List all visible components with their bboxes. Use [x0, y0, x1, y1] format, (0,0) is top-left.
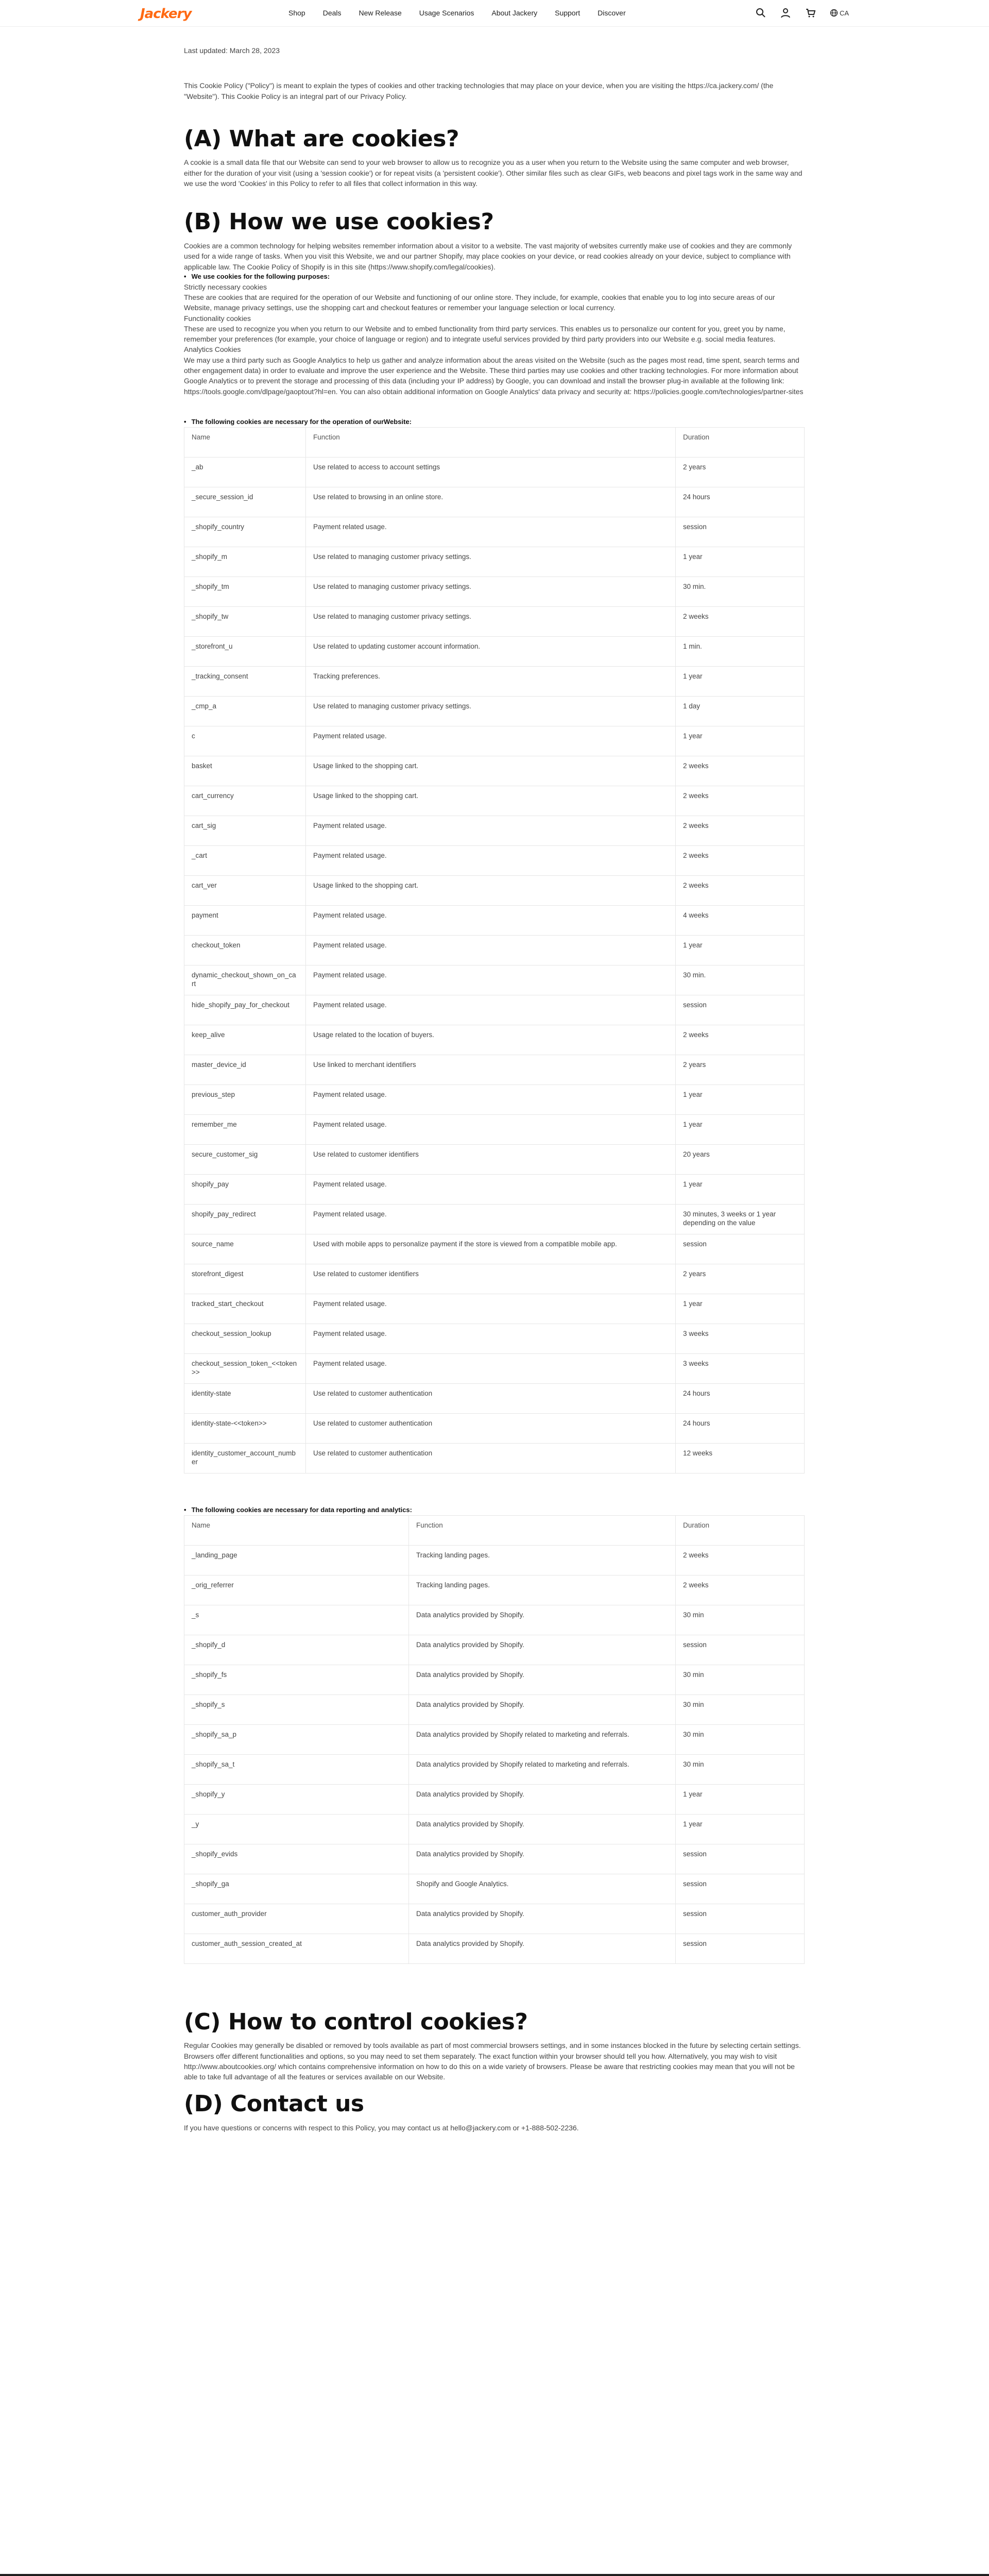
- table-row: [184, 965, 805, 995]
- table-row: [184, 1383, 805, 1413]
- table-row: [184, 905, 805, 935]
- account-icon[interactable]: [780, 8, 791, 18]
- cookie-function-cell: Data analytics provided by Shopify.: [409, 1635, 676, 1665]
- cookie-function-cell: Payment related usage.: [306, 1114, 676, 1144]
- cookie-duration-cell: 30 min.: [676, 965, 805, 995]
- table-row: [184, 1844, 805, 1874]
- table-row: [184, 577, 805, 606]
- cookie-duration-cell: 1 year: [676, 547, 805, 577]
- cookie-name-cell: _secure_session_id: [184, 487, 306, 517]
- table-row: [184, 1934, 805, 1963]
- cookie-name-cell: cart_currency: [184, 786, 306, 816]
- cookie-duration-cell: 24 hours: [676, 1383, 805, 1413]
- search-icon[interactable]: [756, 8, 766, 18]
- cookie-duration-cell: 24 hours: [676, 487, 805, 517]
- cookie-name-cell: _orig_referrer: [184, 1575, 409, 1605]
- operation-cookies-bullet: • The following cookies are necessary for the operation of ourWebsite:: [184, 417, 805, 427]
- cookie-name-cell: previous_step: [184, 1084, 306, 1114]
- cookie-name-cell: source_name: [184, 1234, 306, 1264]
- cookie-name-cell: checkout_session_token_<<token>>: [184, 1353, 306, 1383]
- cookie-function-cell: Payment related usage.: [306, 517, 676, 547]
- site-footer: [0, 2574, 989, 2576]
- cookie-duration-cell: 2 years: [676, 457, 805, 487]
- nav-item-usage-scenarios[interactable]: Usage Scenarios: [419, 9, 474, 17]
- cookie-function-cell: Use related to updating customer account information.: [306, 636, 676, 666]
- cookie-name-cell: storefront_digest: [184, 1264, 306, 1294]
- cookie-name-cell: shopify_pay_redirect: [184, 1204, 306, 1234]
- cookie-function-cell: Payment related usage.: [306, 965, 676, 995]
- table-row: [184, 1904, 805, 1934]
- cookie-function-cell: Payment related usage.: [306, 1324, 676, 1353]
- cookie-function-cell: Data analytics provided by Shopify.: [409, 1784, 676, 1814]
- cookie-function-cell: Use linked to merchant identifiers: [306, 1055, 676, 1084]
- table-row: [184, 1874, 805, 1904]
- table-row: [184, 1294, 805, 1324]
- cookie-duration-cell: 30 min: [676, 1724, 805, 1754]
- intro-paragraph: This Cookie Policy ("Policy") is meant to explain the types of cookies and other tracking technologies that may place on your device, when you are visiting the https://ca.jackery.com/ (the "Website"). This Cookie Policy is an integral part of our Privacy Policy.: [184, 81, 774, 100]
- cookie-name-cell: cart_ver: [184, 875, 306, 905]
- cookie-name-cell: payment: [184, 905, 306, 935]
- cookie-name-cell: _storefront_u: [184, 636, 306, 666]
- table-row: [184, 457, 805, 487]
- cookie-duration-cell: Duration: [676, 427, 805, 457]
- table-row: [184, 1545, 805, 1575]
- table-row: [184, 845, 805, 875]
- analytics-cookies-table: [184, 1515, 805, 1964]
- cookie-duration-cell: 1 min.: [676, 636, 805, 666]
- cookie-name-cell: _shopify_evids: [184, 1844, 409, 1874]
- cookie-name-cell: _cart: [184, 845, 306, 875]
- nav-item-discover[interactable]: Discover: [598, 9, 626, 17]
- cookie-duration-cell: session: [676, 1874, 805, 1904]
- cookie-duration-cell: 2 weeks: [676, 1025, 805, 1055]
- table-row: [184, 547, 805, 577]
- cookie-duration-cell: 30 min.: [676, 577, 805, 606]
- how-we-use-paragraph: Cookies are a common technology for helping websites remember information about a visitor to a website. The vast majority of websites currently make use of cookies and they are commonly used for a wide range of tasks. When you visit this Website, we and our partner Shopify, may place cookies on your device, or read cookies already on your device, subject to compliance with applicable law. The Cookie Policy of Shopify is in this site (https://www.shopify.com/legal/cookies).: [184, 241, 792, 271]
- table-row: [184, 1234, 805, 1264]
- analytics-cookies-bullet: • The following cookies are necessary for data reporting and analytics:: [184, 1505, 805, 1515]
- table-row: [184, 1413, 805, 1443]
- cookie-name-cell: _shopify_m: [184, 547, 306, 577]
- cookie-function-cell: Payment related usage.: [306, 1084, 676, 1114]
- table-row: [184, 1055, 805, 1084]
- cookie-name-cell: _tracking_consent: [184, 666, 306, 696]
- cookie-function-cell: Payment related usage.: [306, 845, 676, 875]
- table-row: [184, 1324, 805, 1353]
- analytics-paragraph: We may use a third party such as Google Analytics to help us gather and analyze information about the areas visited on the Website (such as the pages most read, time spent, search terms and other engagement data) in order to evaluate and improve the user experience and the Website. These third parties may use cookies and other tracking technologies. For more information about Google Analytics or to prevent the storage and processing of this data (including your IP address) by Google, you can download and install the browser plug-in available at the following link: https://tools.google.com/dlpage/gaoptout?hl=en. You can also obtain additional information on Google Analytics' data privacy and security at: https://policies.google.com/technologies/partner-sites: [184, 355, 804, 396]
- nav-item-support[interactable]: Support: [555, 9, 581, 17]
- cookie-name-cell: checkout_session_lookup: [184, 1324, 306, 1353]
- cookie-function-cell: Use related to customer authentication: [306, 1383, 676, 1413]
- cookie-duration-cell: 20 years: [676, 1144, 805, 1174]
- table-row: [184, 726, 805, 756]
- cookie-duration-cell: 1 year: [676, 1814, 805, 1844]
- cookie-function-cell: Payment related usage.: [306, 1353, 676, 1383]
- region-label: CA: [839, 9, 849, 17]
- cookie-name-cell: _y: [184, 1814, 409, 1844]
- cookie-name-cell: c: [184, 726, 306, 756]
- cookie-function-cell: Payment related usage.: [306, 995, 676, 1025]
- cookie-duration-cell: 3 weeks: [676, 1324, 805, 1353]
- cookie-function-cell: Data analytics provided by Shopify.: [409, 1934, 676, 1963]
- cookie-name-cell: remember_me: [184, 1114, 306, 1144]
- table-row: [184, 1353, 805, 1383]
- table-row: [184, 1814, 805, 1844]
- cookie-name-cell: _shopify_tw: [184, 606, 306, 636]
- table-row: [184, 1754, 805, 1784]
- cookie-function-cell: Data analytics provided by Shopify related to marketing and referrals.: [409, 1754, 676, 1784]
- cookie-duration-cell: 30 min: [676, 1605, 805, 1635]
- cookie-duration-cell: 1 year: [676, 1114, 805, 1144]
- table-header-row: [184, 1515, 805, 1545]
- table-row: [184, 1114, 805, 1144]
- cookie-duration-cell: session: [676, 1844, 805, 1874]
- strictly-necessary-paragraph: These are cookies that are required for the operation of our Website and functioning of our online store. They include, for example, cookies that enable you to log into secure areas of our Website, manage privacy settings, use the shopping cart and checkout features or remember your language selection or local currency.: [184, 293, 775, 312]
- cookie-name-cell: dynamic_checkout_shown_on_cart: [184, 965, 306, 995]
- cookie-policy-content: [184, 45, 805, 2133]
- cookie-duration-cell: 4 weeks: [676, 905, 805, 935]
- cookie-name-cell: _s: [184, 1605, 409, 1635]
- cookie-name-cell: master_device_id: [184, 1055, 306, 1084]
- cookie-name-cell: secure_customer_sig: [184, 1144, 306, 1174]
- table-row: [184, 1204, 805, 1234]
- nav-item-about-jackery[interactable]: About Jackery: [491, 9, 538, 17]
- cookie-duration-cell: 1 year: [676, 1784, 805, 1814]
- heading-how-we-use-cookies: (B) How we use cookies?: [184, 209, 494, 235]
- cookie-name-cell: _shopify_tm: [184, 577, 306, 606]
- main-nav: [288, 9, 626, 17]
- cookie-duration-cell: 30 minutes, 3 weeks or 1 year depending on the value: [676, 1204, 805, 1234]
- cookie-name-cell: _landing_page: [184, 1545, 409, 1575]
- table-row: [184, 1724, 805, 1754]
- table-row: [184, 1264, 805, 1294]
- table-row: [184, 1144, 805, 1174]
- table-row: [184, 816, 805, 845]
- table-row: [184, 786, 805, 816]
- nav-item-new-release[interactable]: New Release: [359, 9, 402, 17]
- cookie-function-cell: Use related to managing customer privacy settings.: [306, 577, 676, 606]
- cookie-name-cell: identity_customer_account_number: [184, 1443, 306, 1473]
- table-row: [184, 1025, 805, 1055]
- table-row: [184, 666, 805, 696]
- region-selector[interactable]: [830, 9, 849, 17]
- cookie-function-cell: Use related to customer identifiers: [306, 1264, 676, 1294]
- cookie-name-cell: _shopify_country: [184, 517, 306, 547]
- cart-icon[interactable]: [805, 8, 815, 18]
- cookie-function-cell: Data analytics provided by Shopify.: [409, 1844, 676, 1874]
- cookie-function-cell: Data analytics provided by Shopify.: [409, 1904, 676, 1934]
- cookie-function-cell: Usage linked to the shopping cart.: [306, 875, 676, 905]
- cookie-name-cell: customer_auth_provider: [184, 1904, 409, 1934]
- cookie-function-cell: Data analytics provided by Shopify.: [409, 1605, 676, 1635]
- table-row: [184, 1694, 805, 1724]
- cookie-function-cell: Data analytics provided by Shopify related to marketing and referrals.: [409, 1724, 676, 1754]
- cookie-name-cell: _shopify_ga: [184, 1874, 409, 1904]
- cookie-function-cell: Payment related usage.: [306, 816, 676, 845]
- cookie-duration-cell: 1 day: [676, 696, 805, 726]
- cookie-function-cell: Tracking landing pages.: [409, 1575, 676, 1605]
- cookie-duration-cell: session: [676, 1934, 805, 1963]
- cookie-duration-cell: 2 weeks: [676, 816, 805, 845]
- table-row: [184, 1784, 805, 1814]
- cookie-duration-cell: 2 weeks: [676, 845, 805, 875]
- cookie-name-cell: _cmp_a: [184, 696, 306, 726]
- nav-item-shop[interactable]: Shop: [288, 9, 305, 17]
- cookie-function-cell: Payment related usage.: [306, 1204, 676, 1234]
- table-row: [184, 1575, 805, 1605]
- cookie-name-cell: _shopify_d: [184, 1635, 409, 1665]
- cookie-duration-cell: 1 year: [676, 1084, 805, 1114]
- functionality-heading: Functionality cookies: [184, 314, 251, 323]
- strictly-necessary-heading: Strictly necessary cookies: [184, 282, 267, 291]
- table-row: [184, 935, 805, 965]
- table-row: [184, 1174, 805, 1204]
- control-cookies-paragraph: Regular Cookies may generally be disabled or removed by tools available as part of most commercial browsers settings, and in some instances blocked in the future by selecting certain settings. Browsers offer different functionalities and options, so you may need to set them separately. The exact function within your browser should tell you how. Alternatively, you may wish to visit http://www.aboutcookies.org/ which contains comprehensive information on how to do this on a wide variety of browsers. Please be aware that restricting cookies may mean that you will not be able to take full advantage of all the features or services available on our Website.: [184, 2041, 801, 2081]
- cookie-function-cell: Tracking preferences.: [306, 666, 676, 696]
- cookie-function-cell: Function: [306, 427, 676, 457]
- cookie-duration-cell: 3 weeks: [676, 1353, 805, 1383]
- table-row: [184, 995, 805, 1025]
- nav-item-deals[interactable]: Deals: [322, 9, 342, 17]
- operation-cookies-table: [184, 427, 805, 1473]
- table-row: [184, 606, 805, 636]
- heading-what-are-cookies: (A) What are cookies?: [184, 125, 459, 152]
- cookie-function-cell: Use related to customer identifiers: [306, 1144, 676, 1174]
- heading-how-to-control-cookies: (C) How to control cookies?: [184, 2008, 528, 2035]
- cookie-name-cell: _shopify_fs: [184, 1665, 409, 1694]
- cookie-name-cell: checkout_token: [184, 935, 306, 965]
- cookie-duration-cell: session: [676, 517, 805, 547]
- cookie-function-cell: Data analytics provided by Shopify.: [409, 1694, 676, 1724]
- cookie-duration-cell: Duration: [676, 1515, 805, 1545]
- table-row: [184, 1443, 805, 1473]
- cookie-name-cell: _shopify_sa_t: [184, 1754, 409, 1784]
- cookie-function-cell: Use related to access to account settings: [306, 457, 676, 487]
- table-header-row: [184, 427, 805, 457]
- cookie-duration-cell: 2 weeks: [676, 756, 805, 786]
- cookie-duration-cell: 2 weeks: [676, 1575, 805, 1605]
- contact-paragraph: If you have questions or concerns with respect to this Policy, you may contact us at hello@jackery.com or +1-888-502-2236.: [184, 2124, 579, 2132]
- cookie-duration-cell: session: [676, 1635, 805, 1665]
- cookie-duration-cell: 1 year: [676, 1294, 805, 1324]
- analytics-heading: Analytics Cookies: [184, 345, 241, 354]
- cookie-function-cell: Tracking landing pages.: [409, 1545, 676, 1575]
- cookie-function-cell: Payment related usage.: [306, 935, 676, 965]
- cookie-duration-cell: 2 weeks: [676, 1545, 805, 1575]
- heading-contact-us: (D) Contact us: [184, 2091, 364, 2117]
- table-row: [184, 487, 805, 517]
- cookie-name-cell: _ab: [184, 457, 306, 487]
- cookie-name-cell: Name: [184, 1515, 409, 1545]
- cookie-duration-cell: 30 min: [676, 1665, 805, 1694]
- cookie-duration-cell: 2 years: [676, 1055, 805, 1084]
- cookie-duration-cell: 1 year: [676, 726, 805, 756]
- site-header: [0, 0, 989, 27]
- cookie-name-cell: keep_alive: [184, 1025, 306, 1055]
- table-row: [184, 636, 805, 666]
- cookie-name-cell: hide_shopify_pay_for_checkout: [184, 995, 306, 1025]
- cookie-duration-cell: session: [676, 1234, 805, 1264]
- cookie-duration-cell: session: [676, 995, 805, 1025]
- cookie-function-cell: Payment related usage.: [306, 726, 676, 756]
- cookie-function-cell: Function: [409, 1515, 676, 1545]
- cookie-function-cell: Usage linked to the shopping cart.: [306, 756, 676, 786]
- cookie-name-cell: shopify_pay: [184, 1174, 306, 1204]
- cookie-duration-cell: 30 min: [676, 1694, 805, 1724]
- cookie-function-cell: Use related to managing customer privacy settings.: [306, 606, 676, 636]
- cookie-function-cell: Used with mobile apps to personalize payment if the store is viewed from a compatible mobile app.: [306, 1234, 676, 1264]
- table-row: [184, 517, 805, 547]
- cookie-duration-cell: 1 year: [676, 1174, 805, 1204]
- cookie-function-cell: Payment related usage.: [306, 905, 676, 935]
- header-icons: [756, 8, 849, 18]
- cookie-function-cell: Usage linked to the shopping cart.: [306, 786, 676, 816]
- cookie-function-cell: Use related to browsing in an online store.: [306, 487, 676, 517]
- cookie-duration-cell: 2 weeks: [676, 606, 805, 636]
- what-are-cookies-paragraph: A cookie is a small data file that our Website can send to your web browser to allow us to recognize you as a user when you return to the Website using the same computer and web browser, either for the duration of your visit (using a 'session cookie') or for repeat visits (a 'persistent cookie'). Other similar files such as clear GIFs, web beacons and pixel tags work in the same way and we use the word 'Cookies' in this Policy to refer to all files that collect information in this way.: [184, 158, 803, 188]
- cookie-name-cell: _shopify_s: [184, 1694, 409, 1724]
- table-row: [184, 875, 805, 905]
- cookie-duration-cell: 1 year: [676, 935, 805, 965]
- table-row: [184, 1084, 805, 1114]
- cookie-name-cell: basket: [184, 756, 306, 786]
- cookie-name-cell: identity-state: [184, 1383, 306, 1413]
- globe-icon: [830, 9, 838, 17]
- cookie-function-cell: Use related to managing customer privacy settings.: [306, 696, 676, 726]
- cookie-function-cell: Usage related to the location of buyers.: [306, 1025, 676, 1055]
- cookie-function-cell: Data analytics provided by Shopify.: [409, 1665, 676, 1694]
- cookie-duration-cell: session: [676, 1904, 805, 1934]
- cookie-duration-cell: 2 weeks: [676, 786, 805, 816]
- cookie-name-cell: cart_sig: [184, 816, 306, 845]
- cookie-function-cell: Payment related usage.: [306, 1174, 676, 1204]
- table-row: [184, 756, 805, 786]
- table-row: [184, 1605, 805, 1635]
- cookie-name-cell: Name: [184, 427, 306, 457]
- cookie-function-cell: Shopify and Google Analytics.: [409, 1874, 676, 1904]
- jackery-logo[interactable]: Jackery: [140, 6, 192, 22]
- cookie-name-cell: tracked_start_checkout: [184, 1294, 306, 1324]
- cookie-function-cell: Use related to customer authentication: [306, 1443, 676, 1473]
- cookie-duration-cell: 2 years: [676, 1264, 805, 1294]
- cookie-name-cell: customer_auth_session_created_at: [184, 1934, 409, 1963]
- cookie-duration-cell: 1 year: [676, 666, 805, 696]
- table-row: [184, 1665, 805, 1694]
- table-row: [184, 696, 805, 726]
- cookie-duration-cell: 30 min: [676, 1754, 805, 1784]
- cookie-duration-cell: 24 hours: [676, 1413, 805, 1443]
- last-updated: Last updated: March 28, 2023: [184, 46, 280, 55]
- cookie-duration-cell: 12 weeks: [676, 1443, 805, 1473]
- purposes-bullet: • We use cookies for the following purposes:: [184, 272, 805, 282]
- cookie-duration-cell: 2 weeks: [676, 875, 805, 905]
- cookie-function-cell: Use related to managing customer privacy settings.: [306, 547, 676, 577]
- table-row: [184, 1635, 805, 1665]
- cookie-name-cell: _shopify_y: [184, 1784, 409, 1814]
- cookie-function-cell: Use related to customer authentication: [306, 1413, 676, 1443]
- cookie-function-cell: Data analytics provided by Shopify.: [409, 1814, 676, 1844]
- functionality-paragraph: These are used to recognize you when you return to our Website and to embed functionality from third party services. This enables us to personalize our content for you, greet you by name, remember your preferences (for example, your choice of language or region) and to integrate useful services provided by third party providers into our Website e.g. social media features.: [184, 324, 786, 344]
- cookie-name-cell: identity-state-<<token>>: [184, 1413, 306, 1443]
- cookie-name-cell: _shopify_sa_p: [184, 1724, 409, 1754]
- cookie-function-cell: Payment related usage.: [306, 1294, 676, 1324]
